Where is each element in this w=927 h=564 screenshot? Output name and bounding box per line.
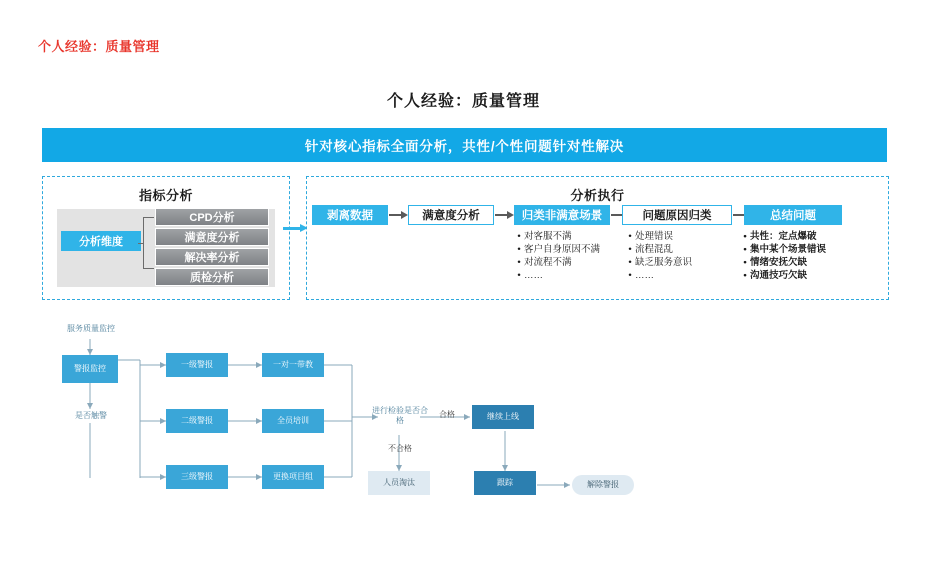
bullet-text: 处理错误 — [635, 231, 674, 242]
node-alert-level-2[interactable]: 二级警报 — [166, 409, 228, 433]
brace-connector — [143, 217, 154, 269]
headline-banner: 针对核心指标全面分析，共性/个性问题针对性解决 — [42, 128, 887, 162]
process-flowchart — [0, 305, 927, 564]
bullet-dot-icon: • — [628, 244, 632, 255]
node-alert-level-3[interactable]: 三级警报 — [166, 465, 228, 489]
bullet-dot-icon: • — [628, 231, 632, 242]
bullet-text: 对流程不满 — [524, 257, 572, 268]
bullet-text: 缺乏服务意识 — [635, 257, 693, 268]
step-classify-unsatisfied[interactable]: 归类非满意场景 — [514, 205, 610, 225]
analysis-item-satisfaction[interactable]: 满意度分析 — [155, 228, 269, 246]
panel-right-heading: 分析执行 — [570, 188, 625, 203]
bullet-text: 集中某个场景错误 — [750, 244, 827, 255]
node-alert-monitor[interactable]: 警报监控 — [62, 355, 118, 383]
node-change-project-team[interactable]: 更换项目组 — [262, 465, 324, 489]
bullet-dot-icon: • — [517, 231, 521, 242]
node-one-on-one-coaching[interactable]: 一对一带教 — [262, 353, 324, 377]
bullet-column-summary — [740, 230, 858, 282]
step-root-cause-classify[interactable]: 问题原因归类 — [622, 205, 732, 225]
bullet-column-unsatisfied — [514, 230, 614, 282]
bullet-dot-icon: • — [743, 231, 747, 242]
node-all-staff-training[interactable]: 全员培训 — [262, 409, 324, 433]
flowchart-connectors — [0, 305, 927, 564]
bullet-dot-icon: • — [628, 257, 632, 268]
bullet-text: 流程混乱 — [635, 244, 674, 255]
node-staff-elimination[interactable]: 人员淘汰 — [368, 471, 430, 495]
panel-left-heading: 指标分析 — [138, 188, 193, 203]
bullet-dot-icon: • — [743, 244, 747, 255]
edge-label-pass: 合格 — [439, 410, 455, 419]
node-inspection-check[interactable]: 进行检验是否合格 — [372, 406, 428, 425]
bullet-column-causes — [625, 230, 729, 282]
analysis-item-resolution[interactable]: 解决率分析 — [155, 248, 269, 266]
analysis-item-cpd[interactable]: CPD分析 — [155, 208, 269, 226]
node-alert-level-1[interactable]: 一级警报 — [166, 353, 228, 377]
bullet-dot-icon: • — [517, 270, 521, 281]
analysis-item-quality-check[interactable]: 质检分析 — [155, 268, 269, 286]
node-is-alert-triggered[interactable]: 是否触警 — [75, 411, 107, 420]
bullet-text: 沟通技巧欠缺 — [750, 270, 808, 281]
bullet-dot-icon: • — [628, 270, 632, 281]
analysis-item-list — [155, 208, 269, 288]
bullet-dot-icon: • — [743, 257, 747, 268]
bullet-text: 情绪安抚欠缺 — [750, 257, 808, 268]
node-service-quality-monitor[interactable]: 服务质量监控 — [67, 324, 115, 333]
page-tag: 个人经验：质量管理 — [38, 39, 160, 54]
bullet-text: …… — [524, 270, 543, 281]
analysis-dimension-chip[interactable]: 分析维度 — [61, 231, 141, 251]
step-arrow-2-icon — [495, 211, 515, 219]
bullet-dot-icon: • — [517, 257, 521, 268]
bullet-text: …… — [635, 270, 654, 281]
panel-indicator-analysis — [42, 176, 290, 300]
edge-label-fail: 不合格 — [388, 444, 412, 453]
bullet-text: 共性：定点爆破 — [750, 231, 817, 242]
page-title: 个人经验：质量管理 — [386, 93, 540, 110]
bullet-dot-icon: • — [517, 244, 521, 255]
step-summarize-problems[interactable]: 总结问题 — [744, 205, 842, 225]
step-arrow-1-icon — [389, 211, 409, 219]
node-release-alert[interactable]: 解除警报 — [572, 475, 634, 495]
node-continue-online[interactable]: 继续上线 — [472, 405, 534, 429]
step-strip-data[interactable]: 剥离数据 — [312, 205, 388, 225]
bullet-text: 对客服不满 — [524, 231, 572, 242]
bullet-text: 客户自身原因不满 — [524, 244, 601, 255]
node-trace[interactable]: 跟踪 — [474, 471, 536, 495]
step-satisfaction-analysis[interactable]: 满意度分析 — [408, 205, 494, 225]
bullet-dot-icon: • — [743, 270, 747, 281]
